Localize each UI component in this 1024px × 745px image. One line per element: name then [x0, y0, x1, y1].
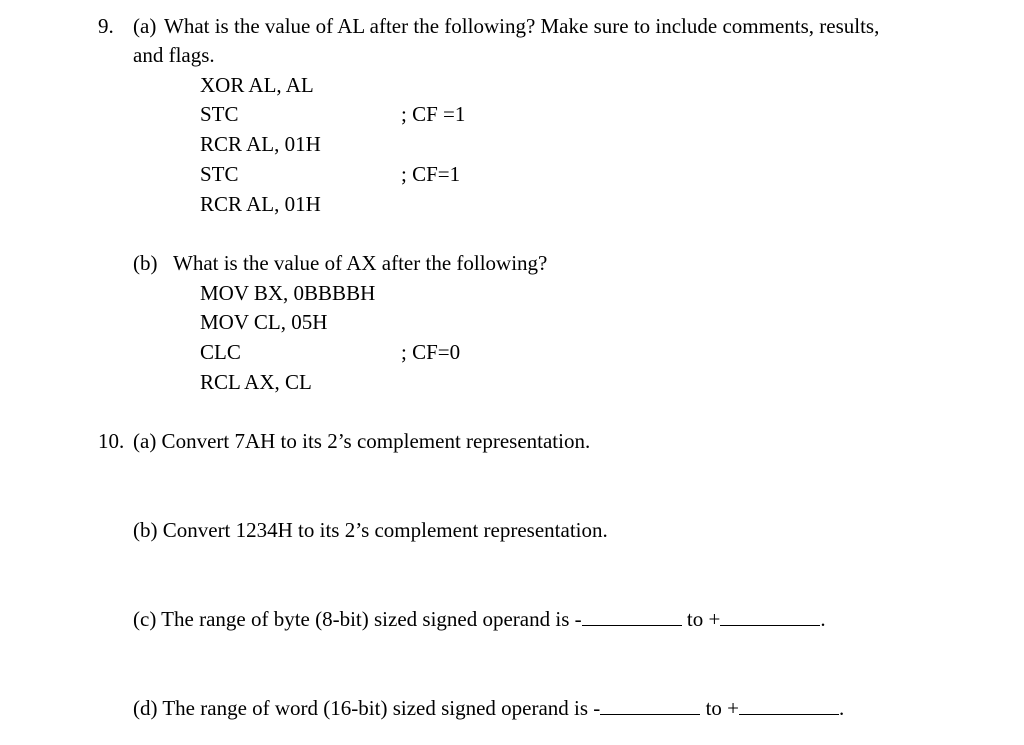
q9b-code-line: RCL AX, CL [200, 370, 312, 394]
q9a-prompt-line1: What is the value of AL after the following? Make sure to include comments, results, [164, 14, 880, 38]
q10c-mid: to + [686, 607, 721, 631]
q9-number: 9. [98, 14, 114, 38]
q9a-code-line: RCR AL, 01H [200, 132, 321, 156]
q10d-mid: to + [705, 696, 739, 720]
q10c-min-blank[interactable] [582, 625, 682, 626]
q9a-code-line: STC [200, 102, 239, 126]
q9a-code-comment: ; CF =1 [401, 102, 466, 126]
q9b-prompt: What is the value of AX after the following? [173, 251, 548, 275]
q9a-code-line: XOR AL, AL [200, 73, 314, 97]
q10b-prompt: (b) Convert 1234H to its 2’s complement representation. [133, 518, 608, 542]
q10a-prompt: (a) Convert 7AH to its 2’s complement representation. [133, 429, 591, 453]
q9a-code-line: RCR AL, 01H [200, 192, 321, 216]
q9b-code-line: MOV BX, 0BBBBH [200, 281, 376, 305]
q10c-end: . [820, 607, 826, 631]
q9b-code-comment: ; CF=0 [401, 340, 461, 364]
q9a-code-line: STC [200, 162, 239, 186]
q9b-label: (b) [133, 251, 158, 275]
q9b-code-line: CLC [200, 340, 241, 364]
q10d-prefix: (d) The range of word (16-bit) sized signed operand is - [133, 696, 601, 720]
q9b-code-line: MOV CL, 05H [200, 310, 328, 334]
q10d-max-blank[interactable] [739, 714, 839, 715]
q9a-prompt-line2: and flags. [133, 43, 215, 67]
q10c-prefix: (c) The range of byte (8-bit) sized signed operand is - [133, 607, 582, 631]
q10c-prompt [133, 607, 826, 631]
q9a-code-comment: ; CF=1 [401, 162, 461, 186]
q10d-min-blank[interactable] [600, 714, 700, 715]
q10d-prompt [133, 696, 844, 720]
q10d-end: . [839, 696, 845, 720]
q10c-max-blank[interactable] [720, 625, 820, 626]
q10-number: 10. [98, 429, 125, 453]
q9a-label: (a) [133, 14, 157, 38]
